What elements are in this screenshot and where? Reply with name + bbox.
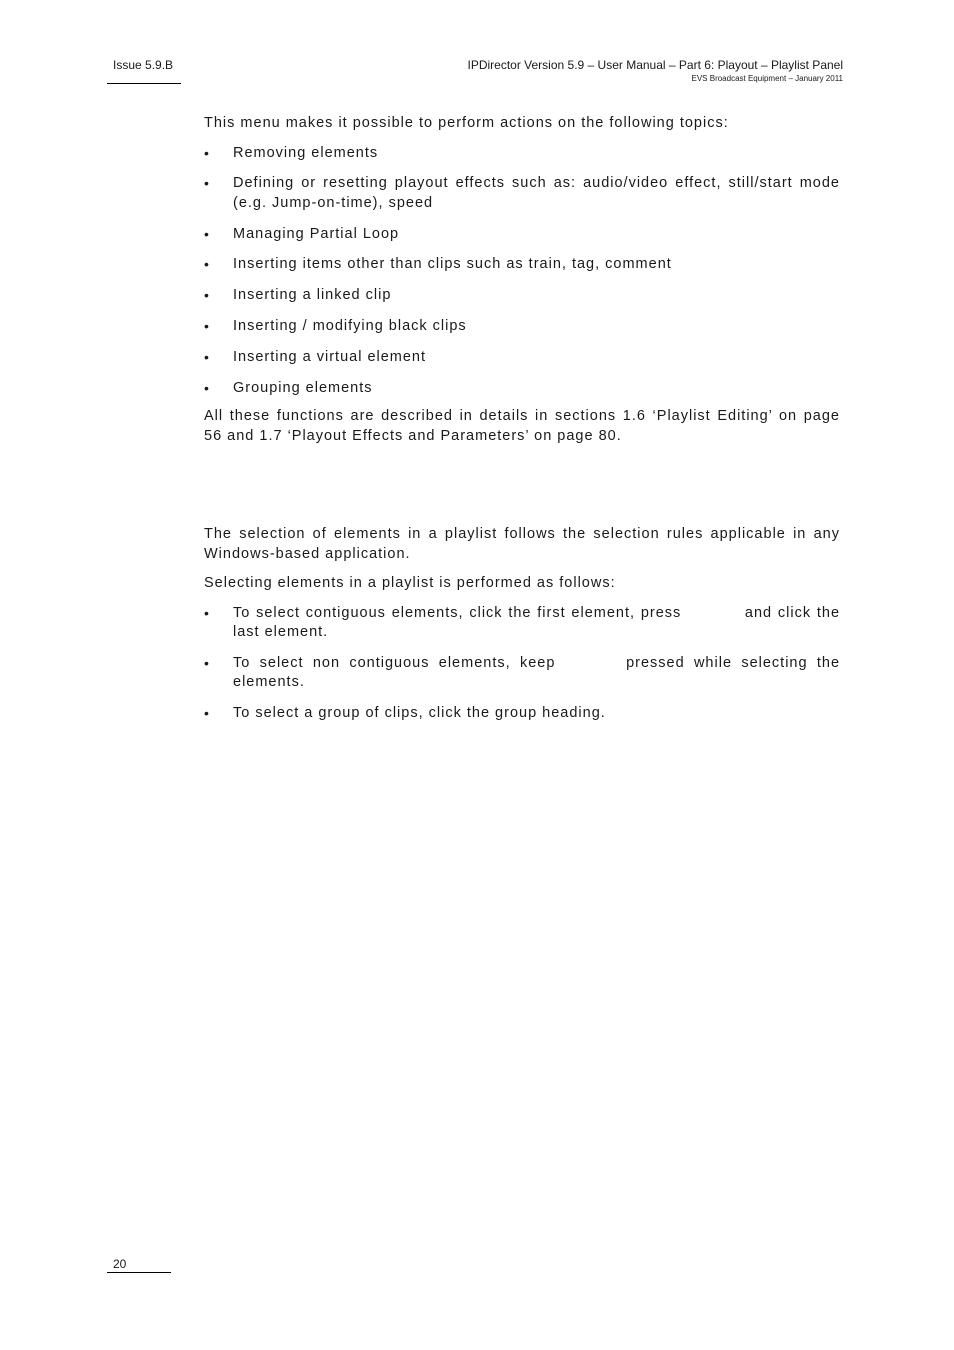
selection-section: [204, 525, 840, 735]
list-item: • To select a group of clips, click the group heading.: [204, 704, 840, 724]
footer-rule: [107, 1272, 171, 1273]
list-item: [204, 654, 840, 693]
topics-list: [204, 144, 840, 399]
bullet-text: To select contiguous elements, click the first element, press: [233, 604, 682, 621]
list-item: • Grouping elements: [204, 379, 840, 399]
context-menu-section: [204, 114, 840, 446]
page-number: 20: [113, 1257, 127, 1271]
document-title: IPDirector Version 5.9 – User Manual – Part 6: Playout – Playlist Panel: [467, 58, 843, 72]
closing-paragraph: All these functions are described in details in sections 1.6 ‘Playlist Editing’ on page 56 and 1.7 ‘Playout Effects and Parameters’ on page 80.: [204, 408, 840, 444]
header-rule: [107, 83, 181, 84]
list-item: • Managing Partial Loop: [204, 225, 840, 245]
selection-paragraph: The selection of elements in a playlist follows the selection rules applicable in any Windows-based application.: [204, 526, 840, 562]
document-subtitle: EVS Broadcast Equipment – January 2011: [691, 74, 843, 83]
bullet-text: and click the last element.: [233, 604, 841, 640]
list-item: • Inserting items other than clips such as train, tag, comment: [204, 255, 840, 275]
intro-paragraph: This menu makes it possible to perform actions on the following topics:: [204, 115, 729, 131]
list-item: • Inserting / modifying black clips: [204, 317, 840, 337]
list-item: • Inserting a linked clip: [204, 286, 840, 306]
bullet-text: pressed while selecting the elements.: [233, 654, 841, 691]
document-header: [467, 58, 843, 83]
list-item: • Removing elements: [204, 144, 840, 164]
bullet-text: To select non contiguous elements, keep: [233, 654, 556, 671]
list-item: • Defining or resetting playout effects such as: audio/video effect, still/start mode (e.g. Jump-on-time), speed: [204, 174, 840, 213]
list-item: • Inserting a virtual element: [204, 348, 840, 368]
list-item: [204, 604, 840, 643]
selection-intro: Selecting elements in a playlist is performed as follows:: [204, 575, 616, 591]
selection-list: [204, 604, 840, 724]
issue-label: Issue 5.9.B: [113, 58, 174, 72]
